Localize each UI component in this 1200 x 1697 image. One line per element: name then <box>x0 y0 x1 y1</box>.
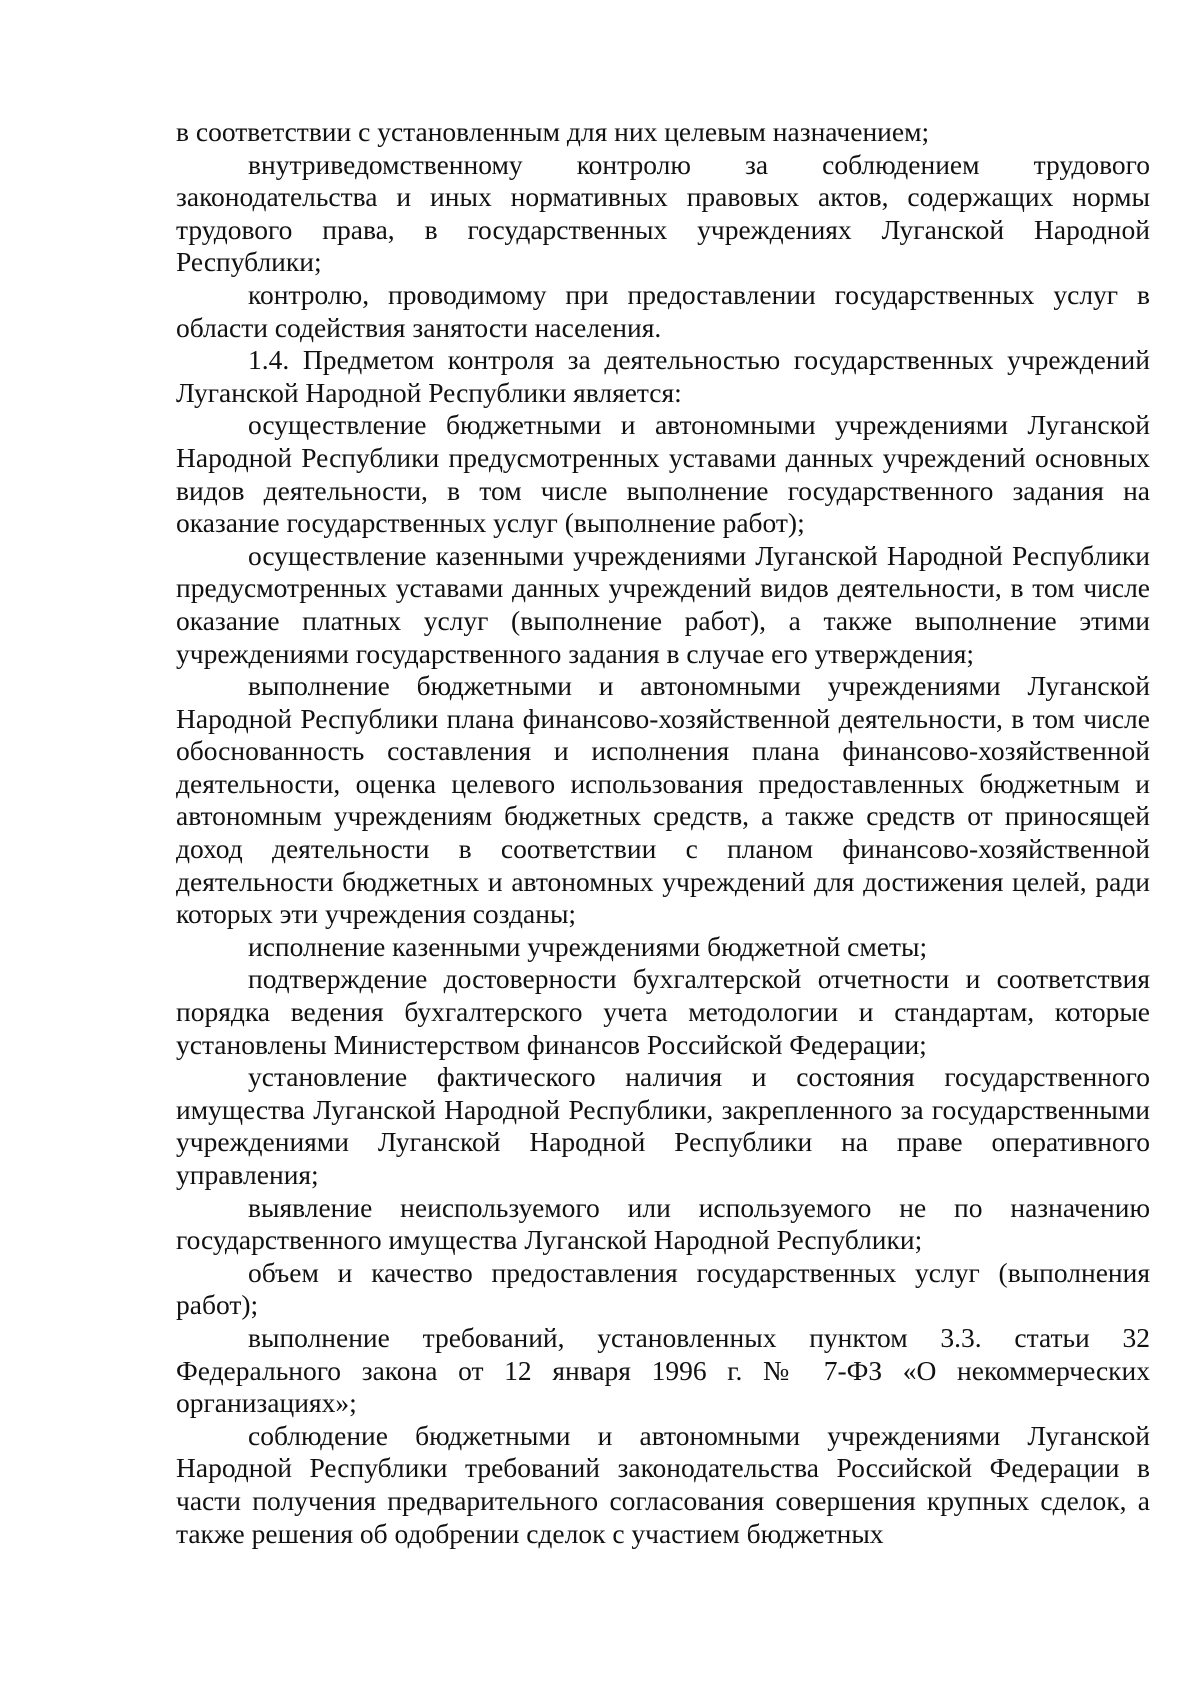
document-body <box>176 116 1150 1550</box>
section-heading-paragraph: 1.4. Предметом контроля за деятельностью государственных учреждений Луганской Народной Республики является: <box>176 344 1150 408</box>
paragraph: осуществление казенными учреждениями Луганской Народной Республики предусмотренных уставами данных учреждений видов деятельности, в том числе оказание платных услуг (выполнение работ), а также выполнение этими учреждениями государственного задания в случае его утверждения; <box>176 539 1150 669</box>
paragraph: в соответствии с установленным для них целевым назначением; <box>176 116 930 147</box>
paragraph: внутриведомственному контролю за соблюдением трудового законодательства и иных нормативных правовых актов, содержащих нормы трудового права, в государственных учреждениях Луганской Народной Республики; <box>176 148 1150 278</box>
paragraph: исполнение казенными учреждениями бюджетной сметы; <box>248 930 928 962</box>
paragraph: объем и качество предоставления государственных услуг (выполнения работ); <box>176 1256 1150 1321</box>
paragraph: осуществление бюджетными и автономными учреждениями Луганской Народной Республики предусмотренных уставами данных учреждений основных видов деятельности, в том числе выполнение государственного задания на оказание государственных услуг (выполнение работ); <box>176 409 1150 539</box>
paragraph: подтверждение достоверности бухгалтерской отчетности и соответствия порядка ведения бухгалтерского учета методологии и стандартам, которые установлены Министерством финансов Российской Федерации; <box>176 963 1150 1060</box>
paragraph: контролю, проводимому при предоставлении государственных услуг в области содействия занятости населения. <box>176 278 1150 343</box>
paragraph: соблюдение бюджетными и автономными учреждениями Луганской Народной Республики требований законодательства Российской Федерации в части получения предварительного согласования совершения крупных сделок, а также решения об одобрении сделок с участием бюджетных <box>176 1419 1150 1549</box>
paragraph: выполнение бюджетными и автономными учреждениями Луганской Народной Республики плана финансово-хозяйственной деятельности, в том числе обоснованность составления и исполнения плана финансово-хозяйственной деятельности, оценка целевого использования предоставленных бюджетным и автономным учреждениям бюджетных средств, а также средств от приносящей доход деятельности в соответствии с планом финансово-хозяйственной деятельности бюджетных и автономных учреждений для достижения целей, ради которых эти учреждения созданы; <box>176 670 1150 930</box>
paragraph: выявление неиспользуемого или используемого не по назначению государственного имущества Луганской Народной Республики; <box>176 1191 1150 1256</box>
paragraph: установление фактического наличия и состояния государственного имущества Луганской Народной Республики, закрепленного за государственными учреждениями Луганской Народной Республики на праве оперативного управления; <box>176 1061 1150 1190</box>
paragraph: выполнение требований, установленных пунктом 3.3. статьи 32 Федерального закона от 12 января 1996 г. № 7-ФЗ «О некоммерческих организациях»; <box>176 1321 1150 1419</box>
